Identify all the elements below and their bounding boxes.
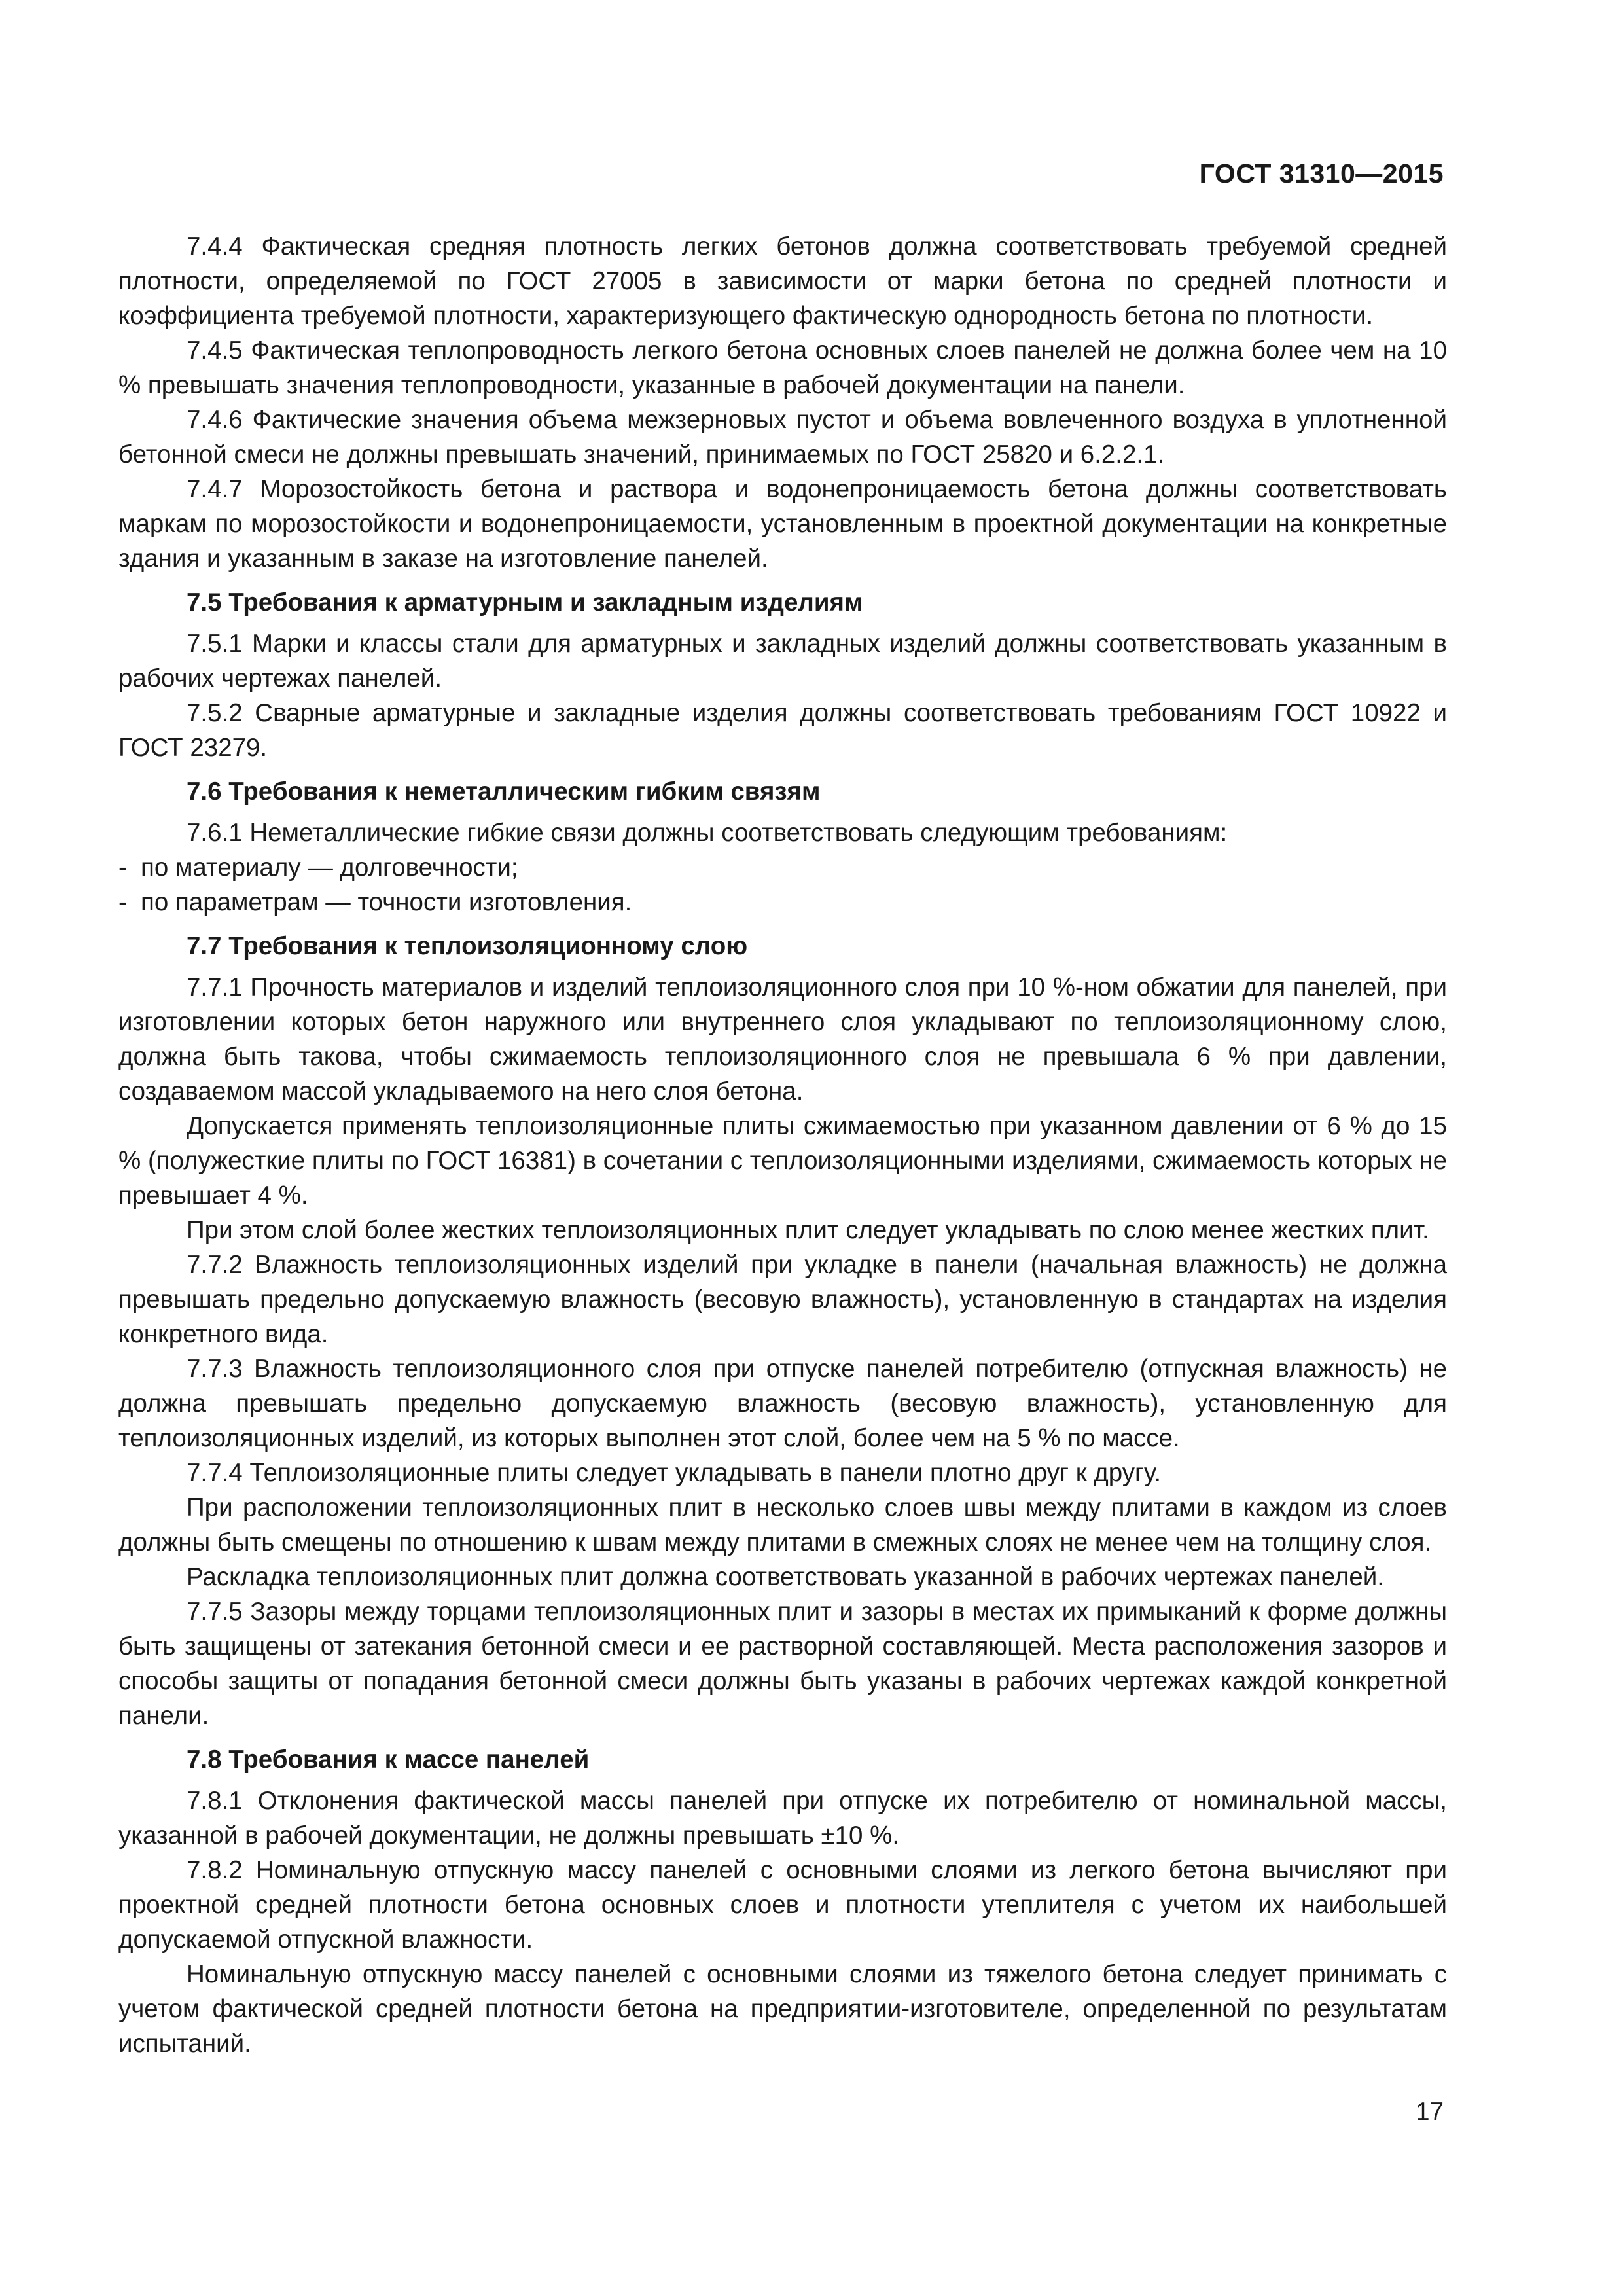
requirements-list-7-6 — [118, 850, 1447, 920]
paragraph-7-7-4-continued: При расположении теплоизоляционных плит в несколько слоев швы между плитами в каждом из слоев должны быть смещены по отношению к швам между плитами в смежных слоях не менее чем на толщину слоя. — [118, 1494, 1447, 1556]
paragraph-7-5-2: 7.5.2 Сварные арматурные и закладные изделия должны соответствовать требованиям ГОСТ 10922 и ГОСТ 23279. — [118, 699, 1447, 762]
paragraph-7-4-6: 7.4.6 Фактические значения объема межзерновых пустот и объема вовлеченного воздуха в уплотненной бетонной смеси не должны превышать значений, принимаемых по ГОСТ 25820 и 6.2.2.1. — [118, 406, 1447, 469]
paragraph-7-4-7: 7.4.7 Морозостойкость бетона и раствора и водонепроницаемость бетона должны соответствовать маркам по морозостойкости и водонепроницаемости, установленным в проектной документации на конкретные здания и указанным в заказе на изготовление панелей. — [118, 475, 1447, 573]
section-heading-7-8: 7.8 Требования к массе панелей — [187, 1746, 590, 1774]
paragraph-7-8-2: 7.8.2 Номинальную отпускную массу панелей с основными слоями из легкого бетона вычисляют при проектной средней плотности бетона основных слоев и плотности утеплителя с учетом их наибольшей допускаемой отпускной влажности. — [118, 1856, 1447, 1954]
section-heading-7-7: 7.7 Требования к теплоизоляционному слою — [187, 932, 748, 960]
list-dash: - — [118, 853, 127, 882]
paragraph-7-7-4: 7.7.4 Теплоизоляционные плиты следует укладывать в панели плотно друг к другу. — [187, 1459, 1162, 1487]
standard-number-header: ГОСТ 31310—2015 — [1199, 158, 1444, 188]
list-item-text: по материалу — долговечности; — [141, 853, 518, 882]
paragraph-7-7-1-continued: Допускается применять теплоизоляционные плиты сжимаемостью при указанном давлении от 6 % до 15 % (полужесткие плиты по ГОСТ 16381) в сочетании с теплоизоляционными изделиями, сжимаемость которых не превышает 4 %. — [118, 1112, 1447, 1210]
document-body — [118, 229, 1447, 2061]
list-item — [118, 850, 1447, 885]
list-dash: - — [118, 888, 127, 916]
paragraph-7-4-5: 7.4.5 Фактическая теплопроводность легкого бетона основных слоев панелей не должна более чем на 10 % превышать значения теплопроводности, указанные в рабочей документации на панели. — [118, 336, 1447, 399]
paragraph-7-7-5: 7.7.5 Зазоры между торцами теплоизоляционных плит и зазоры в местах их примыканий к форме должны быть защищены от затекания бетонной смеси и ее растворной составляющей. Места расположения зазоров и способы защиты от попадания бетонной смеси должны быть указаны в рабочих чертежах каждой конкретной панели. — [118, 1598, 1447, 1730]
section-heading-7-5: 7.5 Требования к арматурным и закладным изделиям — [187, 588, 863, 617]
list-item-text: по параметрам — точности изготовления. — [141, 888, 632, 916]
section-heading-7-6: 7.6 Требования к неметаллическим гибким связям — [187, 778, 821, 806]
paragraph-7-7-1-note: При этом слой более жестких теплоизоляционных плит следует укладывать по слою менее жестких плит. — [187, 1216, 1429, 1244]
paragraph-7-8-1: 7.8.1 Отклонения фактической массы панелей при отпуске их потребителю от номинальной массы, указанной в рабочей документации, не должны превышать ±10 %. — [118, 1787, 1447, 1850]
list-item — [118, 885, 1447, 920]
paragraph-7-4-4: 7.4.4 Фактическая средняя плотность легких бетонов должна соответствовать требуемой средней плотности, определяемой по ГОСТ 27005 в зависимости от марки бетона по средней плотности и коэффициента требуемой плотности, характеризующего фактическую однородность бетона по плотности. — [118, 232, 1447, 330]
paragraph-7-5-1: 7.5.1 Марки и классы стали для арматурных и закладных изделий должны соответствовать указанным в рабочих чертежах панелей. — [118, 630, 1447, 692]
paragraph-7-7-4-layout: Раскладка теплоизоляционных плит должна соответствовать указанной в рабочих чертежах панелей. — [187, 1563, 1384, 1591]
paragraph-7-7-2: 7.7.2 Влажность теплоизоляционных изделий при укладке в панели (начальная влажность) не должна превышать предельно допускаемую влажность (весовую влажность), установленную в стандартах на изделия конкретного вида. — [118, 1251, 1447, 1348]
paragraph-7-7-3: 7.7.3 Влажность теплоизоляционного слоя при отпуске панелей потребителю (отпускная влажность) не должна превышать предельно допускаемую влажность (весовую влажность), установленную для теплоизоляционных изделий, из которых выполнен этот слой, более чем на 5 % по массе. — [118, 1355, 1447, 1452]
page-number: 17 — [1416, 2098, 1444, 2126]
paragraph-7-7-1: 7.7.1 Прочность материалов и изделий теплоизоляционного слоя при 10 %-ном обжатии для панелей, при изготовлении которых бетон наружного или внутреннего слоя укладывают по теплоизоляционному слою, должна быть такова, чтобы сжимаемость теплоизоляционного слоя не превышала 6 % при давлении, создаваемом массой укладываемого на него слоя бетона. — [118, 973, 1447, 1105]
paragraph-7-6-1: 7.6.1 Неметаллические гибкие связи должны соответствовать следующим требованиям: — [187, 819, 1228, 847]
paragraph-7-8-2-continued: Номинальную отпускную массу панелей с основными слоями из тяжелого бетона следует принимать с учетом фактической средней плотности бетона на предприятии-изготовителе, определенной по результатам испытаний. — [118, 1960, 1447, 2058]
